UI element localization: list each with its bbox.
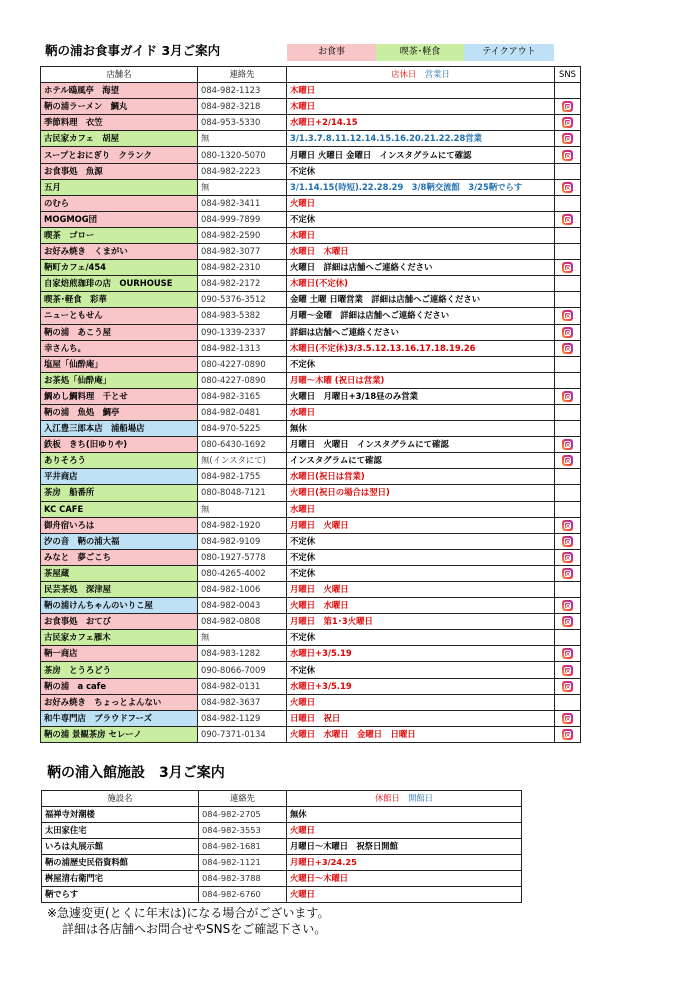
shop-tel: 084-982-1920 [198, 517, 287, 533]
table-row [41, 99, 581, 115]
shop-tel: 084-999-7899 [198, 211, 287, 227]
shop-schedule: 日曜日 祝日 [287, 710, 555, 726]
header-closed: 店休日 [391, 69, 417, 80]
facility-row [42, 887, 522, 903]
sns-cell [555, 404, 581, 420]
shop-name: 五月 [41, 179, 198, 195]
shop-schedule: 火曜日 水曜日 金曜日 日曜日 [287, 726, 555, 742]
shop-name: 古民家カフェ 胡屋 [41, 131, 198, 147]
facility-name: 太田家住宅 [42, 823, 199, 839]
shop-name: 自家焙煎珈琲の店 OURHOUSE [41, 276, 198, 292]
shop-tel: 080-4227-0890 [198, 356, 287, 372]
sns-cell [555, 630, 581, 646]
restaurant-table [40, 66, 581, 743]
shop-tel: 084-982-3077 [198, 244, 287, 260]
shop-schedule: 月曜～木曜 (祝日は営業) [287, 372, 555, 388]
facility-row [42, 871, 522, 887]
table-row [41, 388, 581, 404]
page-title: 鞆の浦お食事ガイド 3月ご案内 [45, 43, 221, 58]
shop-tel: 084-982-0043 [198, 598, 287, 614]
shop-tel: 無(インスタにて) [198, 453, 287, 469]
table-row [41, 582, 581, 598]
shop-tel: 084-982-0481 [198, 404, 287, 420]
instagram-icon[interactable] [562, 455, 573, 466]
shop-name: 喫茶 ゴロー [41, 227, 198, 243]
table-row [41, 276, 581, 292]
fac-header-tel: 連絡先 [199, 791, 287, 807]
table-row [41, 646, 581, 662]
shop-name: 入江豊三郎本店 浦船場店 [41, 421, 198, 437]
table-row [41, 517, 581, 533]
shop-name: 鞆一商店 [41, 646, 198, 662]
footer-note [47, 905, 329, 937]
shop-tel: 080-6430-1692 [198, 437, 287, 453]
shop-schedule: 不定休 [287, 533, 555, 549]
shop-schedule: 水曜日+3/5.19 [287, 678, 555, 694]
sns-cell [555, 533, 581, 549]
shop-name: MOGMOG団 [41, 211, 198, 227]
shop-schedule: 木曜日 [287, 99, 555, 115]
sns-cell [555, 372, 581, 388]
table-row [41, 549, 581, 565]
sns-cell [555, 276, 581, 292]
table-row [41, 147, 581, 163]
fac-header-open: 開館日 [408, 793, 434, 803]
shop-schedule: 火曜日 月曜日+3/18昼のみ営業 [287, 388, 555, 404]
shop-tel: 084-982-1129 [198, 710, 287, 726]
shop-schedule: 3/1.14.15(時短).22.28.29 3/8鞆交流館 3/25鞆でらす [287, 179, 555, 195]
shop-schedule: 木曜日 [287, 83, 555, 99]
instagram-icon[interactable] [562, 616, 573, 627]
shop-schedule: 不定休 [287, 163, 555, 179]
table-row [41, 710, 581, 726]
sns-cell [555, 260, 581, 276]
instagram-icon[interactable] [562, 310, 573, 321]
shop-tel: 084-953-5330 [198, 115, 287, 131]
sns-cell [555, 115, 581, 131]
table-row [41, 662, 581, 678]
facility-name: いろは丸展示館 [42, 839, 199, 855]
sns-cell [555, 163, 581, 179]
shop-tel: 084-982-1123 [198, 83, 287, 99]
shop-name: 茶房 とうろどう [41, 662, 198, 678]
facility-row [42, 823, 522, 839]
facilities-title: 鞆の浦入館施設 3月ご案内 [47, 765, 225, 781]
shop-name: ホテル鴎風亭 海望 [41, 83, 198, 99]
instagram-icon[interactable] [562, 552, 573, 563]
shop-schedule: 火曜日 [287, 195, 555, 211]
sns-cell [555, 469, 581, 485]
shop-schedule: 不定休 [287, 211, 555, 227]
header-tel: 連絡先 [198, 67, 287, 83]
instagram-icon[interactable] [562, 600, 573, 611]
sns-cell [555, 340, 581, 356]
instagram-icon[interactable] [562, 391, 573, 402]
shop-name: KC CAFE [41, 501, 198, 517]
sns-cell [555, 421, 581, 437]
table-row [41, 115, 581, 131]
table-row [41, 501, 581, 517]
sns-cell [555, 388, 581, 404]
shop-name: 鞆の浦 魚処 鯛亭 [41, 404, 198, 420]
shop-schedule: 不定休 [287, 356, 555, 372]
shop-name: 平井商店 [41, 469, 198, 485]
table-row [41, 195, 581, 211]
sns-cell [555, 437, 581, 453]
instagram-icon[interactable] [562, 343, 573, 354]
legend-takeout: テイクアウト [464, 44, 554, 61]
facility-row [42, 839, 522, 855]
shop-name: 鞆町カフェ/454 [41, 260, 198, 276]
shop-schedule: 火曜日 [287, 694, 555, 710]
table-row [41, 437, 581, 453]
sns-cell [555, 485, 581, 501]
table-row [41, 678, 581, 694]
shop-schedule: 月曜日 火曜日 インスタグラムにて確認 [287, 437, 555, 453]
sns-cell [555, 549, 581, 565]
sns-cell [555, 324, 581, 340]
shop-schedule: 水曜日 [287, 501, 555, 517]
shop-name: みなと 夢ごこち [41, 549, 198, 565]
sns-cell [555, 244, 581, 260]
sns-cell [555, 726, 581, 742]
facility-row [42, 855, 522, 871]
shop-name: ありそろう [41, 453, 198, 469]
facility-schedule: 月曜日+3/24.25 [287, 855, 522, 871]
instagram-icon[interactable] [562, 520, 573, 531]
shop-name: 鞆の浦 景観茶房 セレーノ [41, 726, 198, 742]
table-row [41, 469, 581, 485]
shop-tel: 084-982-3637 [198, 694, 287, 710]
facility-name: 鞆でらす [42, 887, 199, 903]
shop-tel: 090-7371-0134 [198, 726, 287, 742]
shop-name: 鞆の浦 あこう屋 [41, 324, 198, 340]
shop-name: 塩屋「仙酔庵」 [41, 356, 198, 372]
facility-schedule: 月曜日～木曜日 祝祭日開館 [287, 839, 522, 855]
sns-cell [555, 646, 581, 662]
table-row [41, 179, 581, 195]
shop-name: 鉄板 きち(旧ゆりや) [41, 437, 198, 453]
shop-schedule: 木曜日 [287, 227, 555, 243]
instagram-icon[interactable] [562, 665, 573, 676]
shop-tel: 090-5376-3512 [198, 292, 287, 308]
sns-cell [555, 582, 581, 598]
facility-tel: 084-982-3788 [199, 871, 287, 887]
shop-name: ニューともせん [41, 308, 198, 324]
shop-name: 古民家カフェ雁木 [41, 630, 198, 646]
instagram-icon[interactable] [562, 327, 573, 338]
shop-tel: 084-982-1006 [198, 582, 287, 598]
shop-tel: 084-982-2223 [198, 163, 287, 179]
fac-header-name: 施設名 [42, 791, 199, 807]
sns-cell [555, 356, 581, 372]
instagram-icon[interactable] [562, 681, 573, 692]
shop-name: 幸さんち。 [41, 340, 198, 356]
shop-tel: 080-4265-4002 [198, 565, 287, 581]
sns-cell [555, 83, 581, 99]
table-row [41, 227, 581, 243]
shop-schedule: 月曜日 火曜日 [287, 517, 555, 533]
table-row [41, 292, 581, 308]
table-row [41, 211, 581, 227]
sns-cell [555, 195, 581, 211]
table-row [41, 630, 581, 646]
table-row [41, 372, 581, 388]
shop-name: お好み焼き ちょっとよんない [41, 694, 198, 710]
shop-schedule: 火曜日(祝日の場合は翌日) [287, 485, 555, 501]
shop-name: 茶房 船番所 [41, 485, 198, 501]
shop-tel: 080-8048-7121 [198, 485, 287, 501]
table-row [41, 83, 581, 99]
sns-cell [555, 678, 581, 694]
header-open: 営業日 [424, 69, 450, 80]
facility-schedule: 火曜日 [287, 887, 522, 903]
sns-cell [555, 179, 581, 195]
shop-schedule: 不定休 [287, 565, 555, 581]
table-row [41, 404, 581, 420]
shop-tel: 無 [198, 630, 287, 646]
facility-tel: 084-982-6760 [199, 887, 287, 903]
shop-name: のむら [41, 195, 198, 211]
sns-cell [555, 131, 581, 147]
shop-schedule: 月曜日 第1･3火曜日 [287, 614, 555, 630]
shop-tel: 084-982-3411 [198, 195, 287, 211]
table-row [41, 356, 581, 372]
table-row [41, 324, 581, 340]
shop-tel: 084-982-0131 [198, 678, 287, 694]
shop-tel: 084-983-1282 [198, 646, 287, 662]
instagram-icon[interactable] [562, 214, 573, 225]
shop-tel: 無 [198, 131, 287, 147]
sns-cell [555, 308, 581, 324]
facility-schedule: 火曜日 [287, 823, 522, 839]
table-row [41, 614, 581, 630]
shop-tel: 084-982-2590 [198, 227, 287, 243]
shop-name: 御舟宿いろは [41, 517, 198, 533]
table-row [41, 694, 581, 710]
shop-name: 和牛専門店 ブラウドフーズ [41, 710, 198, 726]
shop-tel: 084-982-0808 [198, 614, 287, 630]
table-row [41, 340, 581, 356]
facility-schedule: 無休 [287, 807, 522, 823]
shop-tel: 084-982-3165 [198, 388, 287, 404]
instagram-icon[interactable] [562, 182, 573, 193]
sns-cell [555, 99, 581, 115]
shop-name: お好み焼き くまがい [41, 244, 198, 260]
shop-name: 茶屋蔵 [41, 565, 198, 581]
shop-name: 鞆の浦けんちゃんのいりこ屋 [41, 598, 198, 614]
sns-cell [555, 501, 581, 517]
shop-name: 汐の音 鞆の浦大福 [41, 533, 198, 549]
shop-tel: 084-983-5382 [198, 308, 287, 324]
sns-cell [555, 614, 581, 630]
shop-schedule: 月曜～金曜 詳細は店舗へご連絡ください [287, 308, 555, 324]
shop-schedule: 火曜日 詳細は店舗へご連絡ください [287, 260, 555, 276]
footer-line-2: 詳細は各店舗へお問合せやSNSをご確認下さい。 [62, 922, 327, 936]
fac-header-status [287, 791, 522, 807]
shop-tel: 084-982-2310 [198, 260, 287, 276]
shop-tel: 084-982-2172 [198, 276, 287, 292]
shop-tel: 080-1320-5070 [198, 147, 287, 163]
shop-schedule: 水曜日+2/14.15 [287, 115, 555, 131]
instagram-icon[interactable] [562, 150, 573, 161]
facility-row [42, 807, 522, 823]
sns-cell [555, 710, 581, 726]
facility-name: 福禅寺対潮楼 [42, 807, 199, 823]
shop-schedule: 詳細は店舗へご連絡ください [287, 324, 555, 340]
facility-name: 桝屋清右衛門宅 [42, 871, 199, 887]
sns-cell [555, 517, 581, 533]
fac-header-closed: 休館日 [374, 793, 400, 803]
shop-tel: 084-982-1313 [198, 340, 287, 356]
sns-cell [555, 453, 581, 469]
table-row [41, 308, 581, 324]
shop-name: お食事処 おてび [41, 614, 198, 630]
shop-tel: 無 [198, 179, 287, 195]
sns-cell [555, 565, 581, 581]
sns-cell [555, 598, 581, 614]
shop-schedule: 水曜日+3/5.19 [287, 646, 555, 662]
shop-schedule: 月曜日 火曜日 金曜日 インスタグラムにて確認 [287, 147, 555, 163]
facilities-table [41, 790, 522, 903]
footer-line-1: ※急遽変更(とくに年末は)になる場合がございます。 [47, 906, 330, 920]
shop-name: スープとおにぎり クランク [41, 147, 198, 163]
facility-tel: 084-982-1681 [199, 839, 287, 855]
table-row [41, 565, 581, 581]
instagram-icon[interactable] [562, 729, 573, 740]
header-status [287, 67, 555, 83]
shop-schedule: インスタグラムにて確認 [287, 453, 555, 469]
table-row [41, 163, 581, 179]
legend-meal: お食事 [287, 44, 376, 61]
instagram-icon[interactable] [562, 439, 573, 450]
shop-schedule: 水曜日 [287, 404, 555, 420]
table-row [41, 260, 581, 276]
shop-tel: 084-982-3218 [198, 99, 287, 115]
sns-cell [555, 292, 581, 308]
shop-schedule: 不定休 [287, 662, 555, 678]
shop-schedule: 不定休 [287, 549, 555, 565]
table-row [41, 598, 581, 614]
facility-tel: 084-982-2705 [199, 807, 287, 823]
table-row [41, 726, 581, 742]
header-sns: SNS [555, 67, 581, 83]
shop-schedule: 金曜 土曜 日曜営業 詳細は店舗へご連絡ください [287, 292, 555, 308]
facility-schedule: 火曜日～木曜日 [287, 871, 522, 887]
instagram-icon[interactable] [562, 648, 573, 659]
instagram-icon[interactable] [562, 133, 573, 144]
shop-schedule: 月曜日 火曜日 [287, 582, 555, 598]
shop-schedule: 木曜日(不定休) [287, 276, 555, 292]
table-row [41, 421, 581, 437]
header-name: 店舗名 [41, 67, 198, 83]
facility-name: 鞆の浦歴史民俗資料館 [42, 855, 199, 871]
shop-tel: 090-1339-2337 [198, 324, 287, 340]
shop-schedule: 無休 [287, 421, 555, 437]
shop-name: 喫茶･軽食 彩華 [41, 292, 198, 308]
instagram-icon[interactable] [562, 568, 573, 579]
shop-schedule: 火曜日 水曜日 [287, 598, 555, 614]
shop-tel: 080-1927-5778 [198, 549, 287, 565]
table-row [41, 244, 581, 260]
shop-schedule: 水曜日 木曜日 [287, 244, 555, 260]
shop-tel: 084-982-9109 [198, 533, 287, 549]
table-row [41, 131, 581, 147]
facility-tel: 084-982-3553 [199, 823, 287, 839]
shop-name: お食事処 魚源 [41, 163, 198, 179]
shop-name: 鯛めし鯛料理 千とせ [41, 388, 198, 404]
shop-name: 鞆の浦ラーメン 鯛丸 [41, 99, 198, 115]
legend-cafe: 喫茶･軽食 [376, 44, 464, 61]
sns-cell [555, 694, 581, 710]
sns-cell [555, 147, 581, 163]
instagram-icon[interactable] [562, 117, 573, 128]
instagram-icon[interactable] [562, 262, 573, 273]
shop-name: 鞆の浦 a cafe [41, 678, 198, 694]
facility-tel: 084-982-1121 [199, 855, 287, 871]
instagram-icon[interactable] [562, 713, 573, 724]
shop-name: お茶処「仙酔庵」 [41, 372, 198, 388]
shop-schedule: 不定休 [287, 630, 555, 646]
sns-cell [555, 227, 581, 243]
shop-tel: 080-4227-0890 [198, 372, 287, 388]
shop-tel: 084-982-1755 [198, 469, 287, 485]
shop-name: 季節料理 衣笠 [41, 115, 198, 131]
instagram-icon[interactable] [562, 101, 573, 112]
shop-schedule: 3/1.3.7.8.11.12.14.15.16.20.21.22.28営業 [287, 131, 555, 147]
instagram-icon[interactable] [562, 536, 573, 547]
shop-name: 民芸茶処 深津屋 [41, 582, 198, 598]
shop-tel: 無 [198, 501, 287, 517]
table-row [41, 485, 581, 501]
sns-cell [555, 211, 581, 227]
sns-cell [555, 662, 581, 678]
table-row [41, 453, 581, 469]
table-row [41, 533, 581, 549]
shop-tel: 084-970-5225 [198, 421, 287, 437]
shop-tel: 090-8066-7009 [198, 662, 287, 678]
shop-schedule: 木曜日(不定休)3/3.5.12.13.16.17.18.19.26 [287, 340, 555, 356]
shop-schedule: 水曜日(祝日は営業) [287, 469, 555, 485]
